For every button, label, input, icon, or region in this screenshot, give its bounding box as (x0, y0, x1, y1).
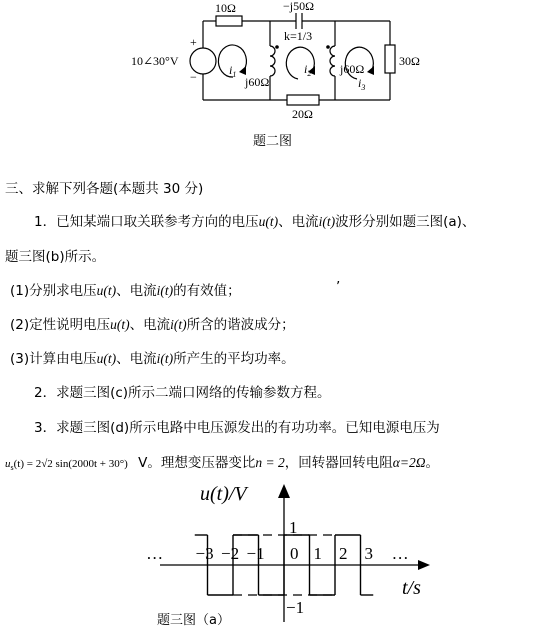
label-coupling: k=1/3 (284, 29, 313, 43)
x-tick-label: −3 (195, 544, 214, 563)
figure-caption-3a: 题三图（a） (157, 613, 230, 628)
arrow-i3 (367, 66, 374, 75)
dot-ind1 (275, 45, 279, 49)
q1-number: 1． (34, 214, 57, 230)
question-2 (34, 384, 331, 402)
x-tick-label: 0 (290, 544, 299, 563)
q3-text: 求题三图(d)所示电路中电压源发出的有功功率。已知电源电压为 (56, 420, 440, 436)
figure-caption-2: 题二图 (253, 134, 293, 149)
x-tick-label: −2 (221, 544, 240, 563)
y-tick-label: 1 (289, 518, 298, 537)
x-tick-label: 1 (313, 544, 322, 563)
label-i2: $i_2$ (304, 62, 312, 78)
resistor-30-ohm (385, 45, 395, 73)
q1-sub2-a: (2)定性说明电压 (10, 317, 111, 333)
inductor-1 (270, 46, 275, 76)
y-axis-label: u(t)/V (200, 483, 247, 505)
q1-u: u(t) (258, 214, 279, 229)
q1-sub1-u: u(t) (96, 283, 117, 298)
label-30-ohm: 30Ω (399, 54, 420, 68)
q3-unit: V (138, 455, 148, 471)
stray-mark: ’ (336, 279, 341, 295)
q1-sub1-a: (1)分别求电压 (10, 283, 97, 299)
q1-i: i(t) (318, 214, 336, 229)
q1-text-a: 已知某端口取关联参考方向的电压 (56, 214, 259, 230)
x-tick-label: 3 (364, 544, 373, 563)
q1-sub2-i: i(t) (170, 317, 187, 332)
q1-sub2-u: u(t) (110, 317, 130, 332)
q1-sub3-u: u(t) (96, 351, 117, 366)
x-tick-label: … (146, 544, 164, 563)
label-i3: $i_3$ (358, 76, 366, 92)
q3-text-3: ，回转器回转电阻 (284, 455, 393, 471)
q3-text-2: 。理想变压器变比 (147, 455, 256, 471)
question-1-sub-3 (10, 350, 295, 368)
waveform-chart (0, 470, 551, 629)
label-20-ohm: 20Ω (292, 107, 313, 121)
q1-sub3-a: (3)计算由电压 (10, 351, 97, 367)
q3-alpha: α=2Ω (392, 455, 426, 470)
q3-end: 。 (425, 455, 439, 471)
inductor-2 (330, 46, 335, 76)
label-source: 10∠30°V (131, 54, 179, 68)
resistor-20-ohm (287, 95, 319, 105)
label-xl2: j60Ω (340, 62, 365, 76)
x-tick-label: 2 (339, 544, 348, 563)
question-1-sub-2 (10, 316, 295, 334)
label-i1: $i_1$ (229, 63, 237, 79)
x-axis-label: t/s (402, 577, 421, 599)
q1-sub3-c: 所产生的平均功率。 (173, 351, 295, 367)
q1-text-c: 波形分别如题三图(a)、 (335, 214, 476, 230)
label-minus: − (190, 70, 197, 84)
x-tick-label: −1 (246, 544, 265, 563)
x-axis-arrow (418, 560, 430, 570)
q3-n: n = 2 (255, 455, 285, 470)
q1-sub3-i: i(t) (156, 351, 174, 366)
x-tick-label: … (391, 544, 409, 563)
q1-sub1-i: i(t) (156, 283, 174, 298)
label-plus: + (190, 35, 197, 49)
question-1-line-2: 题三图(b)所示。 (5, 249, 106, 265)
q1-sub1-b: 、电流 (116, 283, 157, 299)
circuit-diagram (0, 0, 551, 150)
label-capacitor: −j50Ω (283, 0, 315, 13)
resistor-10-ohm (216, 16, 242, 26)
q1-sub3-b: 、电流 (116, 351, 157, 367)
q3-number: 3． (34, 420, 57, 436)
y-axis-arrow (278, 484, 290, 498)
question-3-line-1 (34, 419, 440, 437)
label-xl1: j60Ω (245, 75, 270, 89)
q3-formula: $u_s(t) = 2√2$ sin(2000t + 30°) (5, 458, 128, 473)
q1-sub2-b: 、电流 (129, 317, 171, 333)
dot-ind2 (326, 45, 330, 49)
arrow-i1 (239, 66, 246, 75)
q1-text-b: 、电流 (278, 214, 319, 230)
question-1-line-1 (34, 213, 475, 231)
q2-text: 求题三图(c)所示二端口网络的传输参数方程。 (56, 385, 331, 401)
section-heading: 三、求解下列各题(本题共 30 分) (5, 181, 204, 197)
q1-sub1-c: 的有效值； (173, 283, 241, 299)
q1-sub2-c: 所含的谐波成分； (186, 317, 295, 333)
question-1-sub-1 (10, 282, 241, 300)
y-tick-label: −1 (286, 598, 305, 617)
q2-number: 2． (34, 385, 57, 401)
label-10-ohm: 10Ω (215, 1, 236, 15)
